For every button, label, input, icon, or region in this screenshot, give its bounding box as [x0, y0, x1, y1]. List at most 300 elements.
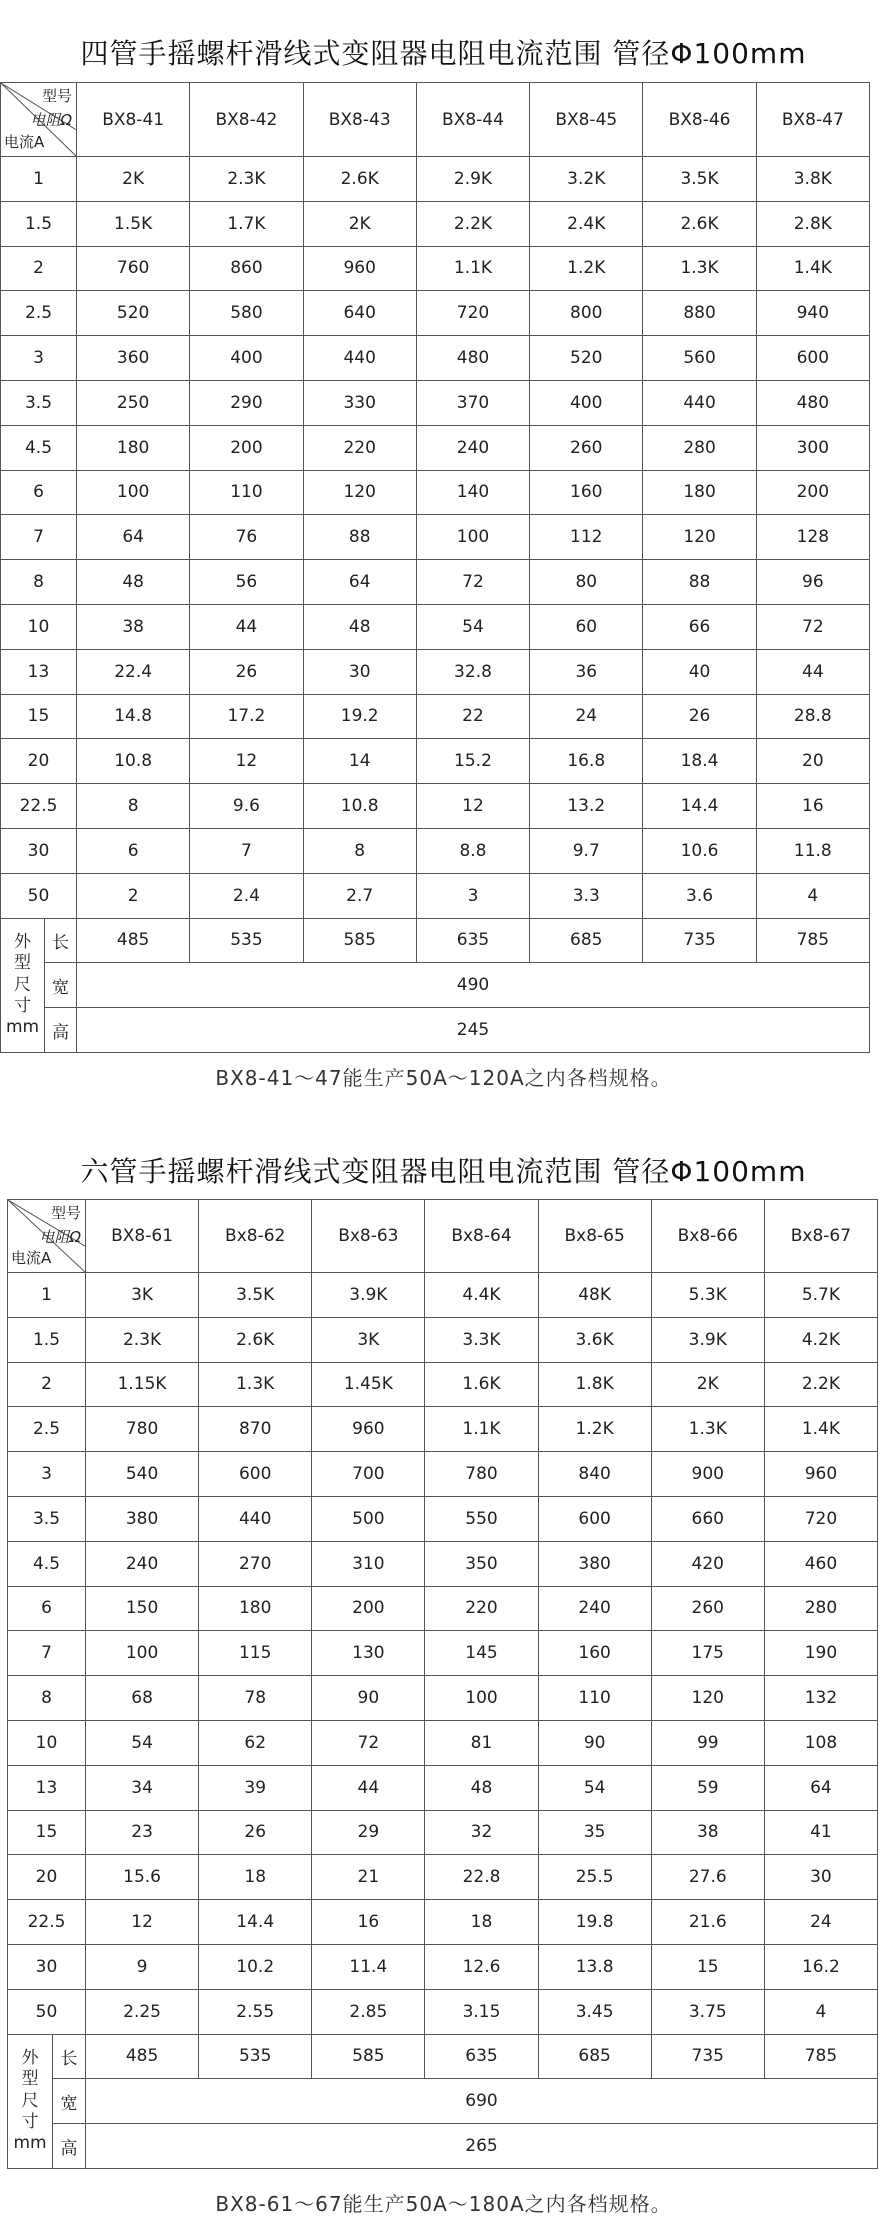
table-row [8, 1452, 878, 1497]
resistance-cell: 54 [416, 604, 529, 649]
resistance-cell: 600 [199, 1452, 312, 1497]
table-row [8, 1989, 878, 2034]
resistance-cell: 110 [538, 1676, 651, 1721]
dimensions-label-char: mm [13, 2133, 47, 2154]
current-cell: 2.5 [1, 291, 77, 336]
resistance-cell: 26 [643, 694, 756, 739]
resistance-cell: 440 [303, 336, 416, 381]
table-row [8, 1631, 878, 1676]
resistance-cell: 300 [756, 425, 869, 470]
resistance-cell: 9.7 [530, 828, 643, 873]
resistance-cell: 21.6 [651, 1900, 764, 1945]
resistance-cell: 180 [199, 1586, 312, 1631]
resistance-cell: 115 [199, 1631, 312, 1676]
resistance-cell: 40 [643, 649, 756, 694]
length-cell: 485 [86, 2034, 199, 2079]
table-row [1, 604, 870, 649]
width-cell: 690 [86, 2079, 878, 2124]
resistance-cell: 90 [312, 1676, 425, 1721]
resistance-cell: 160 [538, 1631, 651, 1676]
resistance-cell: 22.8 [425, 1855, 538, 1900]
header-row [1, 83, 870, 157]
resistance-cell: 10.6 [643, 828, 756, 873]
length-cell: 535 [199, 2034, 312, 2079]
model-header: BX8-61 [86, 1200, 199, 1273]
model-header: BX8-41 [77, 83, 190, 157]
current-cell: 3.5 [8, 1496, 86, 1541]
resistance-cell: 10.8 [77, 739, 190, 784]
table-row [8, 1944, 878, 1989]
resistance-cell: 440 [643, 380, 756, 425]
resistance-cell: 16 [756, 784, 869, 829]
resistance-cell: 280 [764, 1586, 877, 1631]
dims-row-height [1, 1008, 870, 1053]
current-cell: 8 [8, 1676, 86, 1721]
resistance-cell: 128 [756, 515, 869, 560]
length-cell: 735 [643, 918, 756, 963]
resistance-cell: 380 [86, 1496, 199, 1541]
resistance-cell: 520 [530, 336, 643, 381]
resistance-cell: 440 [199, 1496, 312, 1541]
dimensions-label-char: 外 [21, 2048, 39, 2069]
resistance-cell: 280 [643, 425, 756, 470]
resistance-cell: 81 [425, 1720, 538, 1765]
resistance-cell: 2 [77, 873, 190, 918]
resistance-cell: 14.4 [643, 784, 756, 829]
resistance-cell: 2.6K [303, 157, 416, 202]
resistance-cell: 64 [303, 560, 416, 605]
resistance-cell: 38 [77, 604, 190, 649]
dimensions-label-char: 寸 [14, 995, 31, 1016]
resistance-cell: 3.9K [651, 1317, 764, 1362]
resistance-cell: 260 [530, 425, 643, 470]
current-cell: 13 [1, 649, 77, 694]
resistance-cell: 72 [416, 560, 529, 605]
resistance-cell: 2.7 [303, 873, 416, 918]
resistance-cell: 8 [303, 828, 416, 873]
resistance-cell: 8 [77, 784, 190, 829]
table-row [8, 1810, 878, 1855]
resistance-cell: 2.2K [764, 1362, 877, 1407]
resistance-cell: 24 [764, 1900, 877, 1945]
resistance-cell: 1.15K [86, 1362, 199, 1407]
resistance-cell: 2.9K [416, 157, 529, 202]
resistance-cell: 112 [530, 515, 643, 560]
resistance-cell: 2.6K [643, 201, 756, 246]
resistance-cell: 520 [77, 291, 190, 336]
resistance-cell: 1.8K [538, 1362, 651, 1407]
resistance-cell: 2.4K [530, 201, 643, 246]
table-row [1, 246, 870, 291]
table-row [1, 291, 870, 336]
dims-row-height [8, 2124, 878, 2169]
current-cell: 4.5 [8, 1541, 86, 1586]
resistance-cell: 76 [190, 515, 303, 560]
resistance-cell: 99 [651, 1720, 764, 1765]
current-cell: 50 [1, 873, 77, 918]
resistance-cell: 1.1K [416, 246, 529, 291]
current-cell: 22.5 [8, 1900, 86, 1945]
resistance-cell: 15 [651, 1944, 764, 1989]
resistance-cell: 23 [86, 1810, 199, 1855]
resistance-cell: 1.7K [190, 201, 303, 246]
resistance-cell: 2.8K [756, 201, 869, 246]
model-header: Bx8-67 [764, 1200, 877, 1273]
resistance-cell: 2.25 [86, 1989, 199, 2034]
resistance-cell: 240 [538, 1586, 651, 1631]
table-row [1, 694, 870, 739]
resistance-cell: 330 [303, 380, 416, 425]
resistance-cell: 100 [425, 1676, 538, 1721]
table-row [8, 1855, 878, 1900]
model-header: Bx8-66 [651, 1200, 764, 1273]
resistance-cell: 48 [425, 1765, 538, 1810]
height-cell: 245 [77, 1008, 870, 1053]
resistance-cell: 3.6K [538, 1317, 651, 1362]
resistance-cell: 1.3K [199, 1362, 312, 1407]
resistance-cell: 108 [764, 1720, 877, 1765]
current-cell: 50 [8, 1989, 86, 2034]
table-row [1, 560, 870, 605]
current-cell: 1 [1, 157, 77, 202]
width-cell: 490 [77, 963, 870, 1008]
resistance-cell: 32.8 [416, 649, 529, 694]
length-cell: 485 [77, 918, 190, 963]
resistance-cell: 1.6K [425, 1362, 538, 1407]
current-cell: 7 [1, 515, 77, 560]
table-row [1, 784, 870, 829]
resistance-cell: 88 [643, 560, 756, 605]
resistance-cell: 3.45 [538, 1989, 651, 2034]
resistance-cell: 26 [190, 649, 303, 694]
current-cell: 20 [8, 1855, 86, 1900]
table-row [8, 1407, 878, 1452]
corner-label-resistance: 电阻Ω [30, 111, 72, 129]
table-row [8, 1362, 878, 1407]
length-cell: 635 [416, 918, 529, 963]
resistance-cell: 1.4K [764, 1407, 877, 1452]
resistance-cell: 12 [190, 739, 303, 784]
resistance-cell: 35 [538, 1810, 651, 1855]
resistance-cell: 550 [425, 1496, 538, 1541]
resistance-cell: 600 [756, 336, 869, 381]
resistance-cell: 15.6 [86, 1855, 199, 1900]
resistance-cell: 3.5K [643, 157, 756, 202]
resistance-cell: 62 [199, 1720, 312, 1765]
current-cell: 10 [8, 1720, 86, 1765]
resistance-cell: 4.2K [764, 1317, 877, 1362]
resistance-cell: 48 [303, 604, 416, 649]
resistance-cell: 960 [303, 246, 416, 291]
resistance-cell: 4 [764, 1989, 877, 2034]
length-label: 长 [53, 2034, 86, 2079]
length-cell: 735 [651, 2034, 764, 2079]
current-cell: 15 [8, 1810, 86, 1855]
resistance-cell: 175 [651, 1631, 764, 1676]
current-cell: 1.5 [1, 201, 77, 246]
resistance-cell: 860 [190, 246, 303, 291]
height-cell: 265 [86, 2124, 878, 2169]
corner-header [1, 83, 77, 157]
current-cell: 3 [1, 336, 77, 381]
resistance-cell: 145 [425, 1631, 538, 1676]
resistance-cell: 78 [199, 1676, 312, 1721]
table-row [8, 1586, 878, 1631]
header-row [8, 1200, 878, 1273]
resistance-cell: 260 [651, 1586, 764, 1631]
resistance-cell: 900 [651, 1452, 764, 1497]
resistance-cell: 90 [538, 1720, 651, 1765]
resistance-cell: 5.3K [651, 1273, 764, 1318]
resistance-cell: 4.4K [425, 1273, 538, 1318]
resistance-cell: 100 [77, 470, 190, 515]
model-header: Bx8-64 [425, 1200, 538, 1273]
resistance-cell: 480 [756, 380, 869, 425]
resistance-cell: 25.5 [538, 1855, 651, 1900]
length-cell: 635 [425, 2034, 538, 2079]
resistance-cell: 22 [416, 694, 529, 739]
corner-label-current: 电流A [4, 133, 45, 151]
resistance-cell: 3.2K [530, 157, 643, 202]
resistance-cell: 32 [425, 1810, 538, 1855]
resistance-cell: 72 [312, 1720, 425, 1765]
resistance-table [7, 1199, 878, 2169]
resistance-cell: 350 [425, 1541, 538, 1586]
corner-label-model: 型号 [50, 1204, 81, 1222]
resistance-cell: 48K [538, 1273, 651, 1318]
resistance-cell: 11.8 [756, 828, 869, 873]
resistance-cell: 22.4 [77, 649, 190, 694]
resistance-cell: 18 [199, 1855, 312, 1900]
resistance-cell: 27.6 [651, 1855, 764, 1900]
table-row [8, 1765, 878, 1810]
corner-label-current: 电流A [11, 1249, 52, 1267]
length-cell: 535 [190, 918, 303, 963]
resistance-cell: 700 [312, 1452, 425, 1497]
resistance-cell: 220 [303, 425, 416, 470]
resistance-cell: 200 [756, 470, 869, 515]
resistance-cell: 780 [86, 1407, 199, 1452]
length-label: 长 [45, 918, 77, 963]
resistance-cell: 1.3K [651, 1407, 764, 1452]
table-row [1, 157, 870, 202]
resistance-cell: 1.3K [643, 246, 756, 291]
resistance-cell: 18 [425, 1900, 538, 1945]
resistance-cell: 21 [312, 1855, 425, 1900]
resistance-cell: 54 [86, 1720, 199, 1765]
current-cell: 1.5 [8, 1317, 86, 1362]
resistance-cell: 2.3K [86, 1317, 199, 1362]
resistance-cell: 780 [425, 1452, 538, 1497]
current-cell: 3 [8, 1452, 86, 1497]
resistance-cell: 8.8 [416, 828, 529, 873]
resistance-cell: 14.8 [77, 694, 190, 739]
height-label: 高 [53, 2124, 86, 2169]
resistance-cell: 24 [530, 694, 643, 739]
resistance-cell: 6 [77, 828, 190, 873]
height-label: 高 [45, 1008, 77, 1053]
resistance-cell: 10.2 [199, 1944, 312, 1989]
resistance-cell: 14.4 [199, 1900, 312, 1945]
resistance-cell: 130 [312, 1631, 425, 1676]
resistance-cell: 960 [764, 1452, 877, 1497]
table-row [1, 470, 870, 515]
resistance-cell: 220 [425, 1586, 538, 1631]
resistance-cell: 3K [86, 1273, 199, 1318]
resistance-cell: 3.9K [312, 1273, 425, 1318]
resistance-cell: 250 [77, 380, 190, 425]
resistance-cell: 132 [764, 1676, 877, 1721]
resistance-cell: 29 [312, 1810, 425, 1855]
table-row [1, 873, 870, 918]
length-cell: 785 [764, 2034, 877, 2079]
dims-row-length [8, 2034, 878, 2079]
resistance-cell: 2K [651, 1362, 764, 1407]
table-row [1, 336, 870, 381]
resistance-cell: 10.8 [303, 784, 416, 829]
current-cell: 13 [8, 1765, 86, 1810]
resistance-cell: 3.8K [756, 157, 869, 202]
resistance-cell: 200 [312, 1586, 425, 1631]
resistance-cell: 80 [530, 560, 643, 605]
resistance-cell: 30 [764, 1855, 877, 1900]
resistance-cell: 38 [651, 1810, 764, 1855]
resistance-cell: 310 [312, 1541, 425, 1586]
table-row [8, 1720, 878, 1765]
resistance-cell: 11.4 [312, 1944, 425, 1989]
resistance-cell: 16 [312, 1900, 425, 1945]
length-cell: 585 [303, 918, 416, 963]
resistance-cell: 56 [190, 560, 303, 605]
dims-row-length [1, 918, 870, 963]
table-row [1, 425, 870, 470]
dimensions-label [1, 918, 45, 1052]
table-title: 六管手摇螺杆滑线式变阻器电阻电流范围 管径Φ100mm [80, 1155, 807, 1188]
resistance-cell: 110 [190, 470, 303, 515]
resistance-cell: 54 [538, 1765, 651, 1810]
current-cell: 15 [1, 694, 77, 739]
resistance-cell: 44 [756, 649, 869, 694]
resistance-cell: 480 [416, 336, 529, 381]
corner-label-model: 型号 [41, 87, 72, 105]
resistance-cell: 500 [312, 1496, 425, 1541]
dimensions-label [8, 2034, 53, 2168]
resistance-cell: 5.7K [764, 1273, 877, 1318]
table-title: 四管手摇螺杆滑线式变阻器电阻电流范围 管径Φ100mm [80, 37, 807, 70]
resistance-cell: 7 [190, 828, 303, 873]
resistance-cell: 1.2K [530, 246, 643, 291]
table-row [1, 515, 870, 560]
resistance-table [0, 82, 870, 1053]
resistance-cell: 3.3 [530, 873, 643, 918]
resistance-cell: 800 [530, 291, 643, 336]
resistance-cell: 41 [764, 1810, 877, 1855]
resistance-cell: 270 [199, 1541, 312, 1586]
resistance-cell: 2K [77, 157, 190, 202]
current-cell: 10 [1, 604, 77, 649]
corner-label-resistance: 电阻Ω [39, 1228, 81, 1246]
resistance-cell: 30 [303, 649, 416, 694]
current-cell: 1 [8, 1273, 86, 1318]
resistance-cell: 420 [651, 1541, 764, 1586]
resistance-cell: 15.2 [416, 739, 529, 784]
resistance-cell: 190 [764, 1631, 877, 1676]
resistance-cell: 4 [756, 873, 869, 918]
resistance-cell: 88 [303, 515, 416, 560]
dimensions-label-char: 尺 [21, 2090, 39, 2111]
resistance-cell: 3.15 [425, 1989, 538, 2034]
resistance-cell: 59 [651, 1765, 764, 1810]
resistance-cell: 240 [416, 425, 529, 470]
resistance-cell: 64 [77, 515, 190, 560]
resistance-cell: 2.55 [199, 1989, 312, 2034]
resistance-cell: 2.4 [190, 873, 303, 918]
resistance-cell: 100 [416, 515, 529, 560]
current-cell: 3.5 [1, 380, 77, 425]
resistance-cell: 39 [199, 1765, 312, 1810]
resistance-cell: 19.8 [538, 1900, 651, 1945]
resistance-cell: 960 [312, 1407, 425, 1452]
length-cell: 785 [756, 918, 869, 963]
table-row [8, 1541, 878, 1586]
resistance-cell: 290 [190, 380, 303, 425]
model-header: Bx8-62 [199, 1200, 312, 1273]
resistance-cell: 48 [77, 560, 190, 605]
table-row [8, 1900, 878, 1945]
resistance-cell: 400 [530, 380, 643, 425]
resistance-cell: 140 [416, 470, 529, 515]
resistance-cell: 60 [530, 604, 643, 649]
resistance-cell: 20 [756, 739, 869, 784]
table-row [1, 201, 870, 246]
model-header: Bx8-63 [312, 1200, 425, 1273]
resistance-cell: 2K [303, 201, 416, 246]
current-cell: 2 [1, 246, 77, 291]
resistance-cell: 9.6 [190, 784, 303, 829]
resistance-cell: 2.3K [190, 157, 303, 202]
resistance-cell: 16.2 [764, 1944, 877, 1989]
resistance-cell: 460 [764, 1541, 877, 1586]
table-row [8, 1273, 878, 1318]
resistance-cell: 2.2K [416, 201, 529, 246]
current-cell: 2.5 [8, 1407, 86, 1452]
resistance-cell: 840 [538, 1452, 651, 1497]
resistance-cell: 64 [764, 1765, 877, 1810]
width-label: 宽 [45, 963, 77, 1008]
current-cell: 4.5 [1, 425, 77, 470]
resistance-cell: 360 [77, 336, 190, 381]
resistance-cell: 96 [756, 560, 869, 605]
dimensions-label-char: mm [5, 1017, 40, 1038]
resistance-cell: 600 [538, 1496, 651, 1541]
resistance-cell: 400 [190, 336, 303, 381]
current-cell: 6 [8, 1586, 86, 1631]
resistance-cell: 9 [86, 1944, 199, 1989]
resistance-cell: 100 [86, 1631, 199, 1676]
resistance-cell: 180 [643, 470, 756, 515]
table-row [8, 1317, 878, 1362]
resistance-cell: 44 [190, 604, 303, 649]
resistance-cell: 120 [651, 1676, 764, 1721]
resistance-cell: 13.2 [530, 784, 643, 829]
resistance-cell: 540 [86, 1452, 199, 1497]
resistance-cell: 17.2 [190, 694, 303, 739]
resistance-cell: 16.8 [530, 739, 643, 784]
resistance-cell: 1.45K [312, 1362, 425, 1407]
resistance-cell: 2.6K [199, 1317, 312, 1362]
dimensions-label-char: 尺 [14, 974, 31, 995]
corner-header [8, 1200, 86, 1273]
